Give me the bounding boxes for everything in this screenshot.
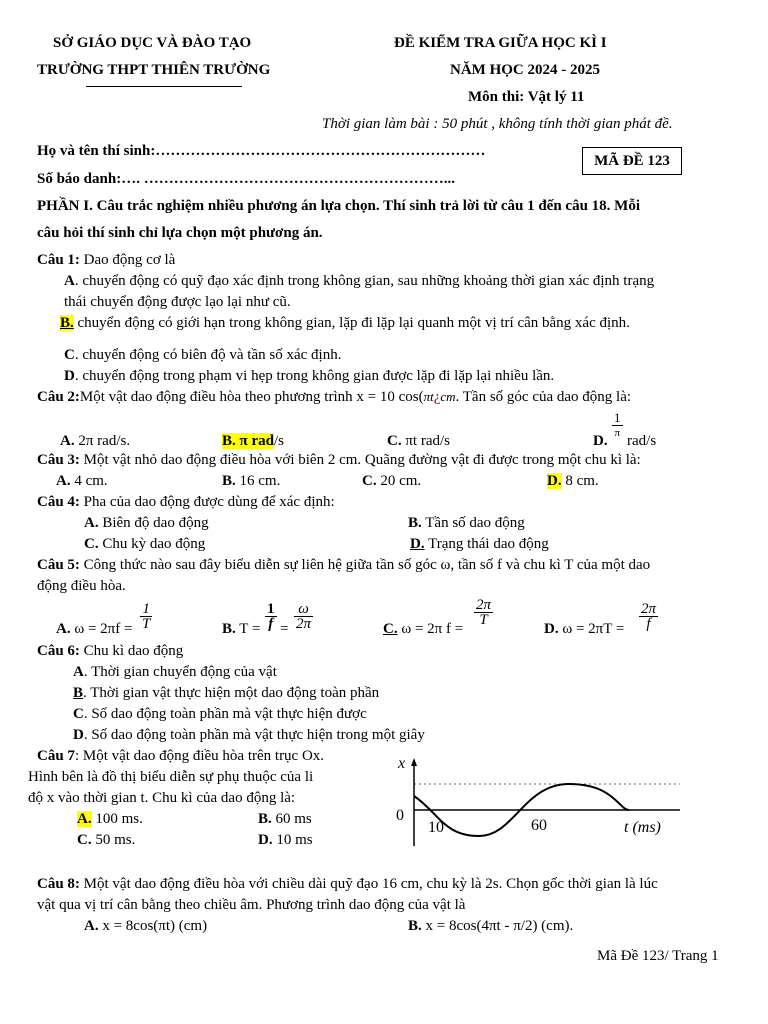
- q6-option-c: C. Số dao động toàn phần mà vật thực hiện được: [73, 706, 367, 722]
- q4-option-b: B. Tần số dao động: [408, 515, 525, 531]
- q7-option-a: A. 100 ms.: [77, 811, 143, 827]
- q7-option-d: D. 10 ms: [258, 832, 313, 848]
- q1-option-c: C. chuyển động có biên độ và tần số xác định.: [64, 347, 342, 363]
- q6-option-b: B. Thời gian vật thực hiện một dao động toàn phần: [73, 685, 380, 701]
- q2-option-b: B. π rad/s: [222, 433, 284, 449]
- time-note: Thời gian làm bài : 50 phút , không tính thời gian phát đề.: [322, 116, 673, 132]
- q1-option-d: D. chuyển động trong phạm vi hẹp trong không gian được lặp đi lặp lại nhiều lần.: [64, 368, 555, 384]
- q1-option-a-cont: thái chuyển động được lạo lại như cũ.: [64, 294, 291, 310]
- q8-option-b: B. x = 8cos(4πt - π/2) (cm).: [408, 918, 574, 934]
- q7-option-c: C. 50 ms.: [77, 832, 136, 848]
- q3-option-c: C. 20 cm.: [362, 473, 422, 489]
- q1-stem: Câu 1: Dao động cơ là: [37, 252, 176, 268]
- q5-b-fraction2: $\frac{\omega}{2\pi}$: [296, 601, 312, 632]
- q3-option-a: A. 4 cm.: [56, 473, 108, 489]
- q2-option-a: A. 2π rad/s.: [60, 433, 131, 449]
- exam-code-box: MÃ ĐỀ 123: [582, 147, 682, 175]
- q2-option-d: D.: [593, 433, 608, 449]
- q5-b-equals: =: [280, 621, 289, 637]
- q2-option-d-unit: rad/s: [627, 433, 657, 449]
- part1-heading-line1: PHẦN I. Câu trắc nghiệm nhiều phương án lựa chọn. Thí sinh trả lời từ câu 1 đến câu 18. Mỗi: [37, 198, 641, 214]
- q4-option-a: A. Biên độ dao động: [84, 515, 209, 531]
- q7-stem-line3: độ x vào thời gian t. Chu kì của dao động là:: [28, 790, 296, 806]
- q6-option-a: A. Thời gian chuyển động của vật: [73, 664, 277, 680]
- q6-stem: Câu 6: Chu kì dao động: [37, 643, 184, 659]
- school-name: TRƯỜNG THPT THIÊN TRƯỜNG: [37, 62, 271, 78]
- q5-option-c: C. ω = 2π f =: [383, 621, 464, 637]
- exam-title: ĐỀ KIỂM TRA GIỮA HỌC KÌ I: [394, 35, 607, 51]
- student-id-line: Số báo danh:…. ……………………………………………………...: [37, 171, 455, 187]
- q8-option-a: A. x = 8cos(πt) (cm): [84, 918, 208, 934]
- q7-stem-line2: Hình bên là đồ thị biểu diễn sự phụ thuộc của li: [28, 769, 314, 785]
- q5-stem-line1: Câu 5: Công thức nào sau đây biểu diễn sự liên hệ giữa tần số góc ω, tần số f và chu kì T của một dao: [37, 557, 651, 573]
- q7-stem-line1: Câu 7: Một vật dao động điều hòa trên trục Ox.: [37, 748, 325, 764]
- q5-stem-line2: động điều hòa.: [37, 578, 126, 594]
- q2-d-fraction: 1 π: [614, 410, 621, 439]
- q4-stem: Câu 4: Pha của dao động được dùng để xác định:: [37, 494, 335, 510]
- subject: Môn thi: Vật lý 11: [468, 89, 585, 105]
- header-divider: [86, 86, 242, 87]
- q1-option-a: A. chuyển động có quỹ đạo xác định trong không gian, sau những khoảng thời gian xác định trạng: [64, 273, 655, 289]
- graph-x-label: t (ms): [624, 819, 661, 836]
- q8-stem-line1: Câu 8: Một vật dao động điều hòa với chiều dài quỹ đạo 16 cm, chu kỳ là 2s. Chọn gốc thời gian là lúc: [37, 876, 658, 892]
- q5-option-a: A. ω = 2πf =: [56, 621, 133, 637]
- graph-y-arrow: [411, 758, 417, 766]
- graph-tick-60: 60: [531, 817, 547, 834]
- part1-heading-line2: câu hỏi thí sinh chỉ lựa chọn một phương án.: [37, 225, 323, 241]
- q5-a-fraction: $\frac{1}{T}$: [142, 601, 151, 632]
- q4-option-c: C. Chu kỳ dao động: [84, 536, 206, 552]
- q7-oscillation-graph: [384, 748, 684, 848]
- q5-c-fraction: $\frac{2\pi}{T}$: [476, 597, 492, 628]
- q2-stem: Câu 2:Một vật dao động điều hòa theo phương trình x = 10 cos(πt¿cm. Tần số góc của dao động là:: [37, 389, 632, 405]
- q7-option-b: B. 60 ms: [258, 811, 312, 827]
- dept-name: SỞ GIÁO DỤC VÀ ĐÀO TẠO: [53, 35, 252, 51]
- q3-stem: Câu 3: Một vật nhỏ dao động điều hòa với biên 2 cm. Quãng đường vật đi được trong một chu kì là:: [37, 452, 641, 468]
- q4-option-d: D. Trạng thái dao động: [410, 536, 549, 552]
- q2-option-c: C. πt rad/s: [387, 433, 450, 449]
- graph-origin-label: 0: [396, 807, 404, 824]
- q5-d-fraction: $\frac{2\pi}{f}$: [641, 601, 657, 632]
- q6-option-d: D. Số dao động toàn phần mà vật thực hiện trong một giây: [73, 727, 425, 743]
- graph-y-label: x: [398, 755, 406, 772]
- q3-option-d: D. 8 cm.: [547, 473, 599, 489]
- q5-option-d: D. ω = 2πT =: [544, 621, 625, 637]
- q1-option-b: B. chuyển động có giới hạn trong không gian, lặp đi lặp lại quanh một vị trí cân bằng xác định.: [60, 315, 630, 331]
- student-name-line: Họ và tên thí sinh:…………………………………………………………: [37, 143, 486, 159]
- q8-stem-line2: vật qua vị trí cân bằng theo chiều âm. Phương trình dao động của vật là: [37, 897, 466, 913]
- q5-b-fraction1: $\frac{1}{f}$: [267, 601, 275, 632]
- q3-option-b: B. 16 cm.: [222, 473, 281, 489]
- graph-tick-10: 10: [428, 819, 444, 836]
- q5-option-b: B. T =: [222, 621, 261, 637]
- page-footer: Mã Đề 123/ Trang 1: [597, 948, 719, 964]
- school-year: NĂM HỌC 2024 - 2025: [450, 62, 600, 78]
